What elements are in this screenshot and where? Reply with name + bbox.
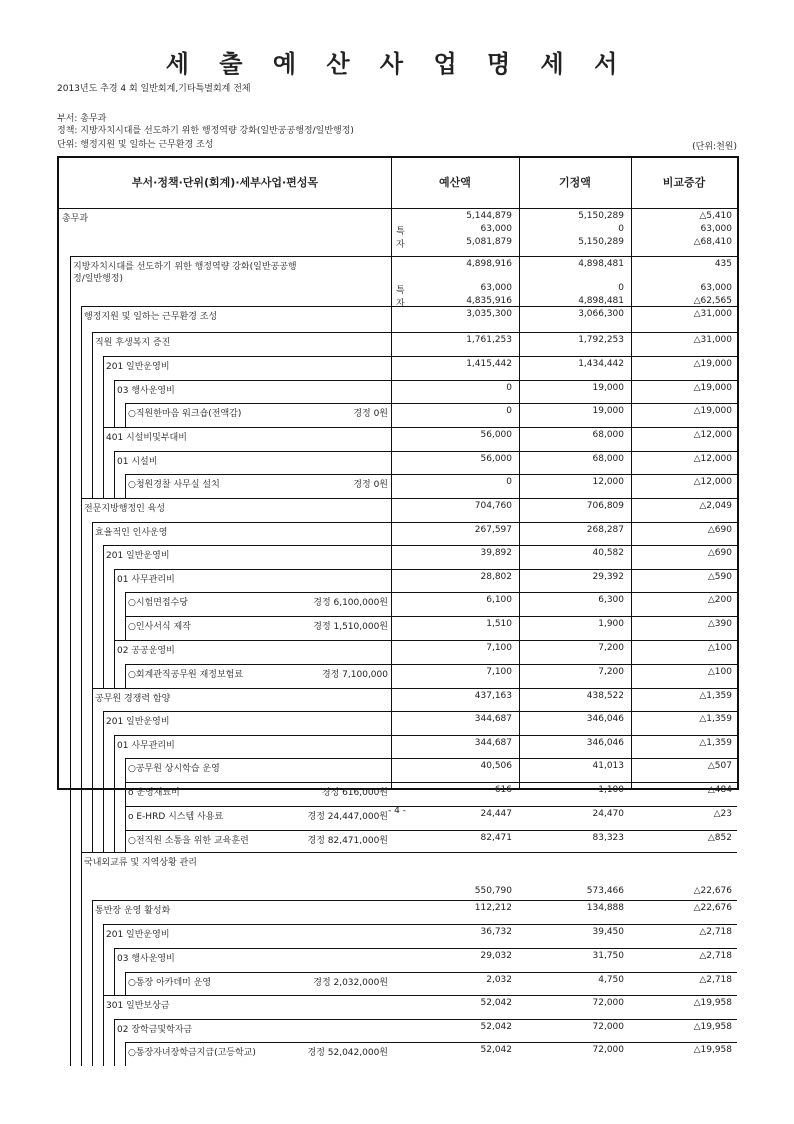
header-prev: 기정액 — [559, 176, 591, 189]
row-divider — [103, 711, 737, 712]
fund-tag: 특 — [396, 286, 405, 296]
row-label: 행정지원 및 일하는 근무환경 조성 — [84, 312, 218, 322]
budget-value: 0 — [506, 477, 512, 487]
row-divider — [92, 688, 737, 689]
diff-value: △852 — [707, 833, 732, 843]
prev-value: 0 — [618, 283, 624, 293]
prev-value: 5,150,289 — [578, 211, 624, 221]
prev-value: 19,000 — [592, 406, 624, 416]
prev-value: 1,900 — [598, 619, 624, 629]
budget-value: 52,042 — [480, 1022, 512, 1032]
budget-value: 7,100 — [486, 667, 512, 677]
prev-value: 7,200 — [598, 643, 624, 653]
row-label: 301 일반보상금 — [106, 1001, 170, 1011]
row-label: ○청원경찰 사무실 설치 — [128, 480, 220, 490]
row-label: 통반장 운영 활성화 — [95, 906, 171, 916]
row-note: 경정 2,032,000원 — [313, 978, 388, 988]
prev-value: 0 — [618, 224, 624, 234]
row-divider — [103, 924, 737, 925]
row-note: 경정 1,510,000원 — [313, 622, 388, 632]
budget-value: 704,760 — [474, 501, 512, 511]
row-note: 경정 82,471,000원 — [307, 836, 388, 846]
diff-value: △390 — [707, 619, 732, 629]
row-label: 국내외교류 및 지역상황 관리 — [84, 858, 197, 868]
budget-value: 0 — [506, 383, 512, 393]
budget-value: 6,100 — [486, 595, 512, 605]
row-label: 201 일반운영비 — [106, 362, 170, 372]
diff-value: △2,049 — [699, 501, 732, 511]
budget-value: 40,506 — [480, 761, 512, 771]
diff-value: △31,000 — [693, 309, 732, 319]
diff-value: △5,410 — [699, 211, 732, 221]
diff-value: △590 — [707, 572, 732, 582]
row-note: 경정 52,042,000원 — [307, 1048, 388, 1058]
row-divider — [92, 332, 737, 333]
prev-value: 1,792,253 — [578, 335, 624, 345]
budget-value: 4,835,916 — [466, 296, 512, 306]
row-divider — [114, 380, 737, 381]
row-note: 경정 0원 — [353, 409, 388, 419]
row-label: 03 행사운영비 — [117, 954, 175, 964]
prev-value: 268,287 — [586, 525, 624, 535]
diff-value: △1,359 — [699, 714, 732, 724]
prev-value: 4,898,481 — [578, 296, 624, 306]
prev-value: 40,582 — [592, 548, 624, 558]
row-divider — [114, 1019, 737, 1020]
prev-value: 134,888 — [586, 903, 624, 913]
indent-line — [114, 948, 115, 995]
budget-value: 28,802 — [480, 572, 512, 582]
budget-value: 112,212 — [474, 903, 512, 913]
diff-value: △19,958 — [693, 1045, 732, 1055]
row-label: 직원 후생복지 증진 — [95, 338, 171, 348]
indent-line — [103, 711, 104, 852]
indent-line — [125, 474, 126, 498]
row-divider — [114, 640, 737, 641]
row-label: o 운영재료비 — [128, 788, 180, 798]
indent-line — [125, 403, 126, 427]
budget-value: 7,100 — [486, 643, 512, 653]
budget-value: 1,510 — [486, 619, 512, 629]
diff-value: △1,359 — [699, 738, 732, 748]
row-divider — [103, 995, 737, 996]
row-note: 경정 7,100,000 — [321, 670, 388, 680]
diff-value: 63,000 — [700, 283, 732, 293]
row-label: 02 장학금및학자금 — [117, 1025, 193, 1035]
prev-value: 4,898,481 — [578, 259, 624, 269]
budget-value: 1,415,442 — [466, 359, 512, 369]
column-divider — [391, 158, 392, 788]
row-label: 효율적인 인사운영 — [95, 528, 168, 538]
row-label: 201 일반운영비 — [106, 717, 170, 727]
diff-value: △100 — [707, 643, 732, 653]
row-divider — [125, 1042, 737, 1043]
row-divider — [70, 256, 737, 257]
prev-value: 1,100 — [598, 785, 624, 795]
diff-value: △19,000 — [693, 383, 732, 393]
page-title: 세 출 예 산 사 업 명 세 서 — [165, 50, 629, 78]
diff-value: △2,718 — [699, 975, 732, 985]
row-divider — [125, 758, 737, 759]
diff-value: 63,000 — [700, 224, 732, 234]
header-diff: 비교증감 — [662, 176, 706, 189]
row-label: 전문지방행정인 육성 — [84, 504, 166, 514]
row-note: 경정 6,100,000원 — [313, 598, 388, 608]
indent-line — [114, 1019, 115, 1066]
budget-value: 1,761,253 — [466, 335, 512, 345]
budget-value: 4,898,916 — [466, 259, 512, 269]
prev-value: 29,392 — [592, 572, 624, 582]
diff-value: △62,565 — [693, 296, 732, 306]
prev-value: 12,000 — [592, 477, 624, 487]
budget-value: 29,032 — [480, 951, 512, 961]
prev-value: 7,200 — [598, 667, 624, 677]
page-number: - 4 - — [388, 806, 406, 816]
budget-value: 5,144,879 — [466, 211, 512, 221]
row-label-cont: 정/일반행정) — [73, 274, 124, 284]
row-divider — [114, 451, 737, 452]
diff-value: △200 — [707, 595, 732, 605]
row-label: ○시험면접수당 — [128, 598, 189, 608]
prev-value: 3,066,300 — [578, 309, 624, 319]
prev-value: 573,466 — [586, 886, 624, 896]
prev-value: 72,000 — [592, 1022, 624, 1032]
diff-value: △484 — [707, 785, 732, 795]
row-note: 경정 24,447,000원 — [307, 812, 388, 822]
header-item: 부서·정책·단위(회계)·세부사업·편성목 — [131, 176, 319, 189]
row-label: 01 시설비 — [117, 457, 158, 467]
row-divider — [125, 616, 737, 617]
budget-value: 63,000 — [480, 283, 512, 293]
unit-line: 단위: 행정지원 및 일하는 근무환경 조성 — [57, 140, 214, 150]
fund-tag: 자 — [396, 240, 405, 250]
indent-line — [114, 735, 115, 852]
row-label: ○직원한마음 워크숍(전액감) — [128, 409, 242, 419]
indent-line — [125, 758, 126, 852]
budget-value: 550,790 — [474, 886, 512, 896]
diff-value: △2,718 — [699, 927, 732, 937]
indent-line — [103, 924, 104, 1066]
budget-value: 63,000 — [480, 224, 512, 234]
prev-value: 68,000 — [592, 430, 624, 440]
row-label: ○공무원 상시학습 운영 — [128, 764, 220, 774]
prev-value: 5,150,289 — [578, 237, 624, 247]
prev-value: 72,000 — [592, 1045, 624, 1055]
row-divider — [103, 427, 737, 428]
budget-value: 267,597 — [474, 525, 512, 535]
row-divider — [81, 852, 737, 853]
indent-line — [92, 332, 93, 498]
row-label: 총무과 — [62, 214, 89, 224]
budget-value: 344,687 — [474, 714, 512, 724]
row-label: 공무원 경쟁력 함양 — [95, 694, 171, 704]
budget-value: 344,687 — [474, 738, 512, 748]
row-label: ○통장자녀장학금지급(고등학교) — [128, 1048, 256, 1058]
indent-line — [92, 522, 93, 852]
row-label: 02 공공운영비 — [117, 646, 175, 656]
prev-value: 83,323 — [592, 833, 624, 843]
row-label: ○회계관직공무원 재정보험료 — [128, 670, 244, 680]
row-divider — [125, 592, 737, 593]
diff-value: △690 — [707, 525, 732, 535]
diff-value: △12,000 — [693, 430, 732, 440]
diff-value: △19,000 — [693, 359, 732, 369]
diff-value: △22,676 — [693, 886, 732, 896]
table-header — [59, 158, 737, 209]
subtitle: 2013년도 추경 4 회 일반회계,기타특별회계 전체 — [57, 84, 251, 94]
diff-value: △19,958 — [693, 998, 732, 1008]
indent-line — [70, 256, 71, 1066]
row-divider — [125, 474, 737, 475]
column-divider — [519, 158, 520, 788]
prev-value: 31,750 — [592, 951, 624, 961]
row-divider — [125, 972, 737, 973]
budget-value: 0 — [506, 406, 512, 416]
indent-line — [103, 356, 104, 498]
indent-line — [125, 664, 126, 688]
row-divider — [92, 900, 737, 901]
diff-value: △2,718 — [699, 951, 732, 961]
budget-value: 39,892 — [480, 548, 512, 558]
row-divider — [114, 948, 737, 949]
budget-value: 2,032 — [486, 975, 512, 985]
indent-line — [114, 569, 115, 688]
prev-value: 706,809 — [586, 501, 624, 511]
prev-value: 19,000 — [592, 383, 624, 393]
dept-line: 부서: 총무과 — [57, 114, 107, 124]
prev-value: 6,300 — [598, 595, 624, 605]
policy-line: 정책: 지방자치시대를 선도하기 위한 행정역량 강화(일반공공행정/일반행정) — [57, 126, 354, 136]
prev-value: 346,046 — [586, 738, 624, 748]
diff-value: △31,000 — [693, 335, 732, 345]
indent-line — [114, 380, 115, 427]
prev-value: 39,450 — [592, 927, 624, 937]
diff-value: △12,000 — [693, 477, 732, 487]
budget-value: 3,035,300 — [466, 309, 512, 319]
budget-value: 616 — [494, 785, 512, 795]
diff-value: △1,359 — [699, 691, 732, 701]
indent-line — [114, 451, 115, 498]
row-label: 401 시설비및부대비 — [106, 433, 187, 443]
row-label: 01 사무관리비 — [117, 741, 175, 751]
budget-value: 56,000 — [480, 430, 512, 440]
row-divider — [81, 498, 737, 499]
budget-value: 24,447 — [480, 809, 512, 819]
row-divider — [114, 735, 737, 736]
prev-value: 68,000 — [592, 454, 624, 464]
indent-line — [81, 306, 82, 1066]
row-divider — [125, 403, 737, 404]
diff-value: △100 — [707, 667, 732, 677]
budget-table — [57, 156, 739, 1058]
prev-value: 72,000 — [592, 998, 624, 1008]
budget-value: 82,471 — [480, 833, 512, 843]
diff-value: △23 — [713, 809, 732, 819]
indent-line — [125, 592, 126, 640]
budget-value: 56,000 — [480, 454, 512, 464]
budget-value: 52,042 — [480, 998, 512, 1008]
row-label: 201 일반운영비 — [106, 551, 170, 561]
budget-value: 437,163 — [474, 691, 512, 701]
row-label: 03 행사운영비 — [117, 386, 175, 396]
diff-value: △19,000 — [693, 406, 732, 416]
fund-tag: 자 — [396, 299, 405, 309]
row-label: ○통장 아카데미 운영 — [128, 978, 212, 988]
diff-value: 435 — [714, 259, 732, 269]
budget-value: 52,042 — [480, 1045, 512, 1055]
indent-line — [125, 1042, 126, 1066]
row-divider — [114, 569, 737, 570]
row-divider — [125, 664, 737, 665]
row-label: 201 일반운영비 — [106, 930, 170, 940]
row-label: 지방자치시대를 선도하기 위한 행정역량 강화(일반공공행 — [73, 262, 297, 272]
diff-value: △690 — [707, 548, 732, 558]
row-divider — [103, 545, 737, 546]
budget-value: 36,732 — [480, 927, 512, 937]
row-note: 경정 616,000원 — [321, 788, 388, 798]
row-note: 경정 0원 — [353, 480, 388, 490]
row-label: o E-HRD 시스템 사용료 — [128, 812, 224, 822]
diff-value: △68,410 — [693, 237, 732, 247]
prev-value: 1,434,442 — [578, 359, 624, 369]
prev-value: 4,750 — [598, 975, 624, 985]
row-divider — [103, 356, 737, 357]
unit-note: (단위:천원) — [692, 142, 737, 152]
diff-value: △19,958 — [693, 1022, 732, 1032]
row-divider — [125, 782, 737, 783]
column-divider — [631, 158, 632, 788]
indent-line — [103, 545, 104, 688]
budget-value: 5,081,879 — [466, 237, 512, 247]
header-budget: 예산액 — [439, 176, 471, 189]
row-label: ○전직원 소통을 위한 교육훈련 — [128, 836, 249, 846]
fund-tag: 특 — [396, 227, 405, 237]
row-divider — [92, 522, 737, 523]
row-label: 01 사무관리비 — [117, 575, 175, 585]
prev-value: 346,046 — [586, 714, 624, 724]
row-label: ○인사서식 제작 — [128, 622, 191, 632]
diff-value: △12,000 — [693, 454, 732, 464]
prev-value: 24,470 — [592, 809, 624, 819]
indent-line — [125, 972, 126, 995]
indent-line — [92, 900, 93, 1066]
row-divider — [125, 830, 737, 831]
prev-value: 41,013 — [592, 761, 624, 771]
prev-value: 438,522 — [586, 691, 624, 701]
row-divider — [81, 306, 737, 307]
diff-value: △507 — [707, 761, 732, 771]
diff-value: △22,676 — [693, 903, 732, 913]
